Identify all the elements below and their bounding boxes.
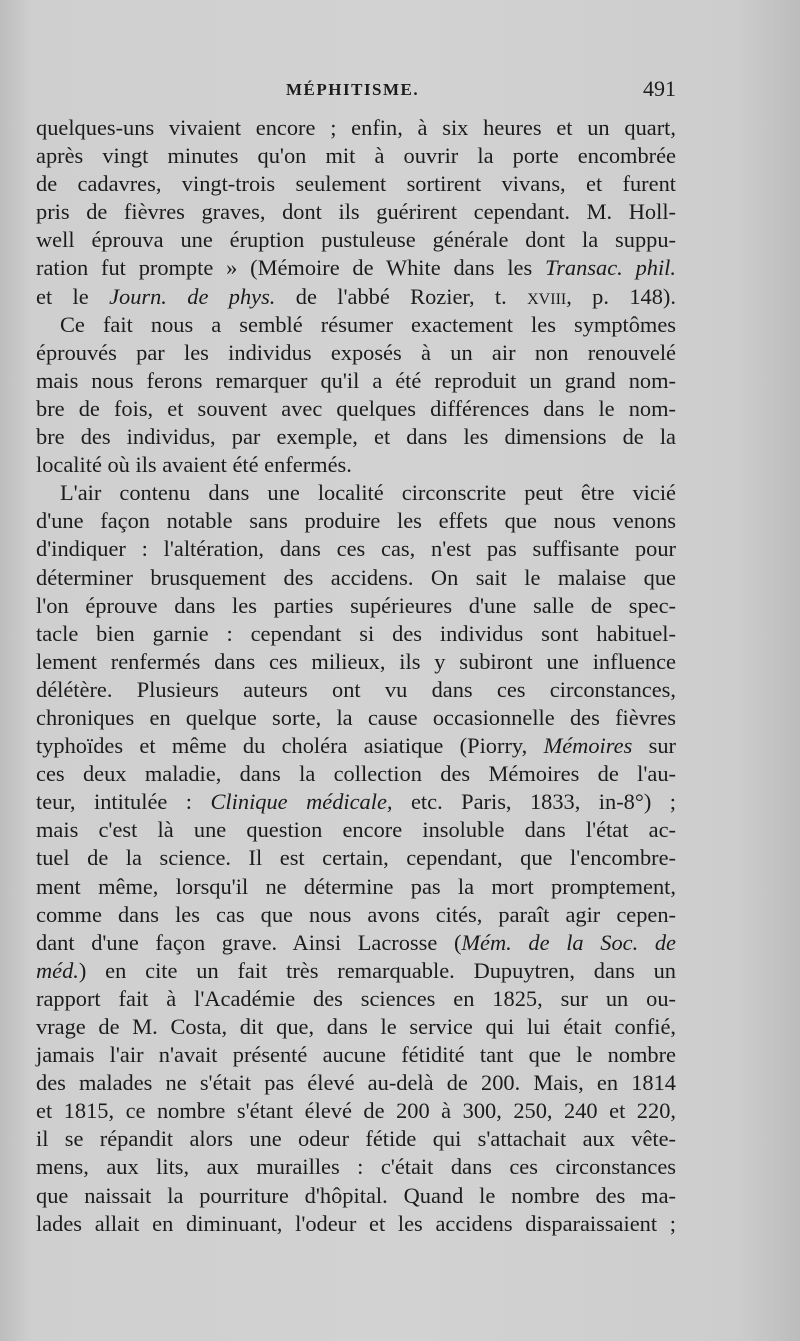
text-line: lades allait en diminuant, l'odeur et les accidens disparaissaient ;	[36, 1210, 676, 1236]
text-run: typhoïdes et même du choléra asiatique (Piorry,	[36, 733, 528, 759]
text-line: que naissait la pourriture d'hôpital. Quand le nombre des ma-	[36, 1182, 676, 1208]
text-line: après vingt minutes qu'on mit à ouvrir la porte encombrée	[36, 143, 676, 169]
text-line: mens, aux lits, aux murailles : c'était dans ces circonstances	[36, 1154, 676, 1180]
text-line: ment même, lorsqu'il ne détermine pas la mort promptement,	[36, 873, 676, 899]
text-line: comme dans les cas que nous avons cités, paraît agir cepen-	[36, 901, 676, 927]
text-line	[36, 957, 676, 985]
text-line: déterminer brusquement des accidens. On sait le malaise que	[36, 564, 676, 590]
text-line: mais c'est là une question encore insoluble dans l'état ac-	[36, 817, 676, 843]
text-run: etc. Paris, 1833, in-8°) ;	[410, 789, 676, 815]
text-line: Ce fait nous a semblé résumer exactement les symptômes	[60, 311, 676, 337]
text-line: des malades ne s'était pas élevé au-delà de 200. Mais, en 1814	[36, 1070, 676, 1096]
text-line: ces deux maladie, dans la collection des Mémoires de l'au-	[36, 761, 676, 787]
citation-title: Journ. de phys.	[109, 283, 276, 309]
text-line: pris de fièvres graves, dont ils guérirent cependant. M. Holl-	[36, 199, 676, 225]
text-run: , p. 148).	[566, 283, 676, 309]
body-text	[36, 114, 676, 1238]
text-run: ) en cite un fait très remarquable. Dupuytren, dans un	[78, 957, 676, 983]
text-line: lement renfermés dans ces milieux, ils y subiront une influence	[36, 648, 676, 674]
text-line: il se répandit alors une odeur fétide qui s'attachait aux vête-	[36, 1126, 676, 1152]
text-run: sur	[648, 733, 677, 759]
text-line: d'indiquer : l'altération, dans ces cas, n'est pas suffisante pour	[36, 536, 676, 562]
text-run: dant d'une façon grave. Ainsi Lacrosse (	[36, 929, 462, 955]
text-line: vrage de M. Costa, dit que, dans le service qui lui était confié,	[36, 1014, 676, 1039]
text-line: l'on éprouve dans les parties supérieures d'une salle de spec-	[36, 592, 676, 618]
text-line: bre des individus, par exemple, et dans les dimensions de la	[36, 424, 676, 450]
page-header	[36, 78, 676, 108]
running-title: MÉPHITISME.	[286, 80, 420, 99]
text-line: well éprouva une éruption pustuleuse générale dont la suppu-	[36, 227, 676, 253]
text-line: tacle bien garnie : cependant si des individus sont habituel-	[36, 620, 676, 646]
text-line: jamais l'air n'avait présenté aucune fétidité tant que le nombre	[36, 1042, 676, 1068]
text-run: teur, intitulée :	[36, 789, 193, 815]
text-line	[36, 929, 676, 957]
text-line: de cadavres, vingt-trois seulement sortirent vivans, et furent	[36, 171, 676, 197]
page-number: 491	[643, 76, 676, 101]
text-line: rapport fait à l'Académie des sciences en 1825, sur un ou-	[36, 985, 676, 1011]
text-line: mais nous ferons remarquer qu'il a été reproduit un grand nom-	[36, 367, 676, 393]
tome-number: xviii	[527, 283, 567, 309]
text-line	[36, 788, 676, 816]
citation-title: Mémoires	[543, 733, 633, 759]
text-line: tuel de la science. Il est certain, cependant, que l'encombre-	[36, 845, 676, 871]
text-line: L'air contenu dans une localité circonscrite peut être vicié	[60, 480, 676, 506]
citation-title: Mém. de la Soc. de	[461, 929, 676, 955]
text-line: bre de fois, et souvent avec quelques différences dans le nom-	[36, 395, 676, 421]
citation-title: Transac. phil.	[545, 255, 676, 281]
text-line: délétère. Plusieurs auteurs ont vu dans ces circonstances,	[36, 676, 676, 702]
text-run: ration fut prompte » (Mémoire de White dans les	[36, 255, 533, 281]
citation-title: Clinique médicale,	[210, 789, 393, 815]
text-line	[36, 254, 676, 282]
text-run: et le	[36, 283, 89, 309]
text-line	[36, 283, 676, 311]
text-line: d'une façon notable sans produire les effets que nous venons	[36, 508, 676, 534]
text-line: localité où ils avaient été enfermés.	[36, 452, 352, 478]
text-run: de l'abbé Rozier, t.	[295, 283, 507, 309]
text-line: chroniques en quelque sorte, la cause occasionnelle des fièvres	[36, 704, 676, 730]
citation-title: méd.	[36, 957, 79, 983]
text-line: quelques-uns vivaient encore ; enfin, à six heures et un quart,	[36, 115, 676, 140]
text-line: et 1815, ce nombre s'étant élevé de 200 à 300, 250, 240 et 220,	[36, 1098, 676, 1124]
text-line	[36, 732, 676, 760]
text-line: éprouvés par les individus exposés à un air non renouvelé	[36, 339, 676, 365]
